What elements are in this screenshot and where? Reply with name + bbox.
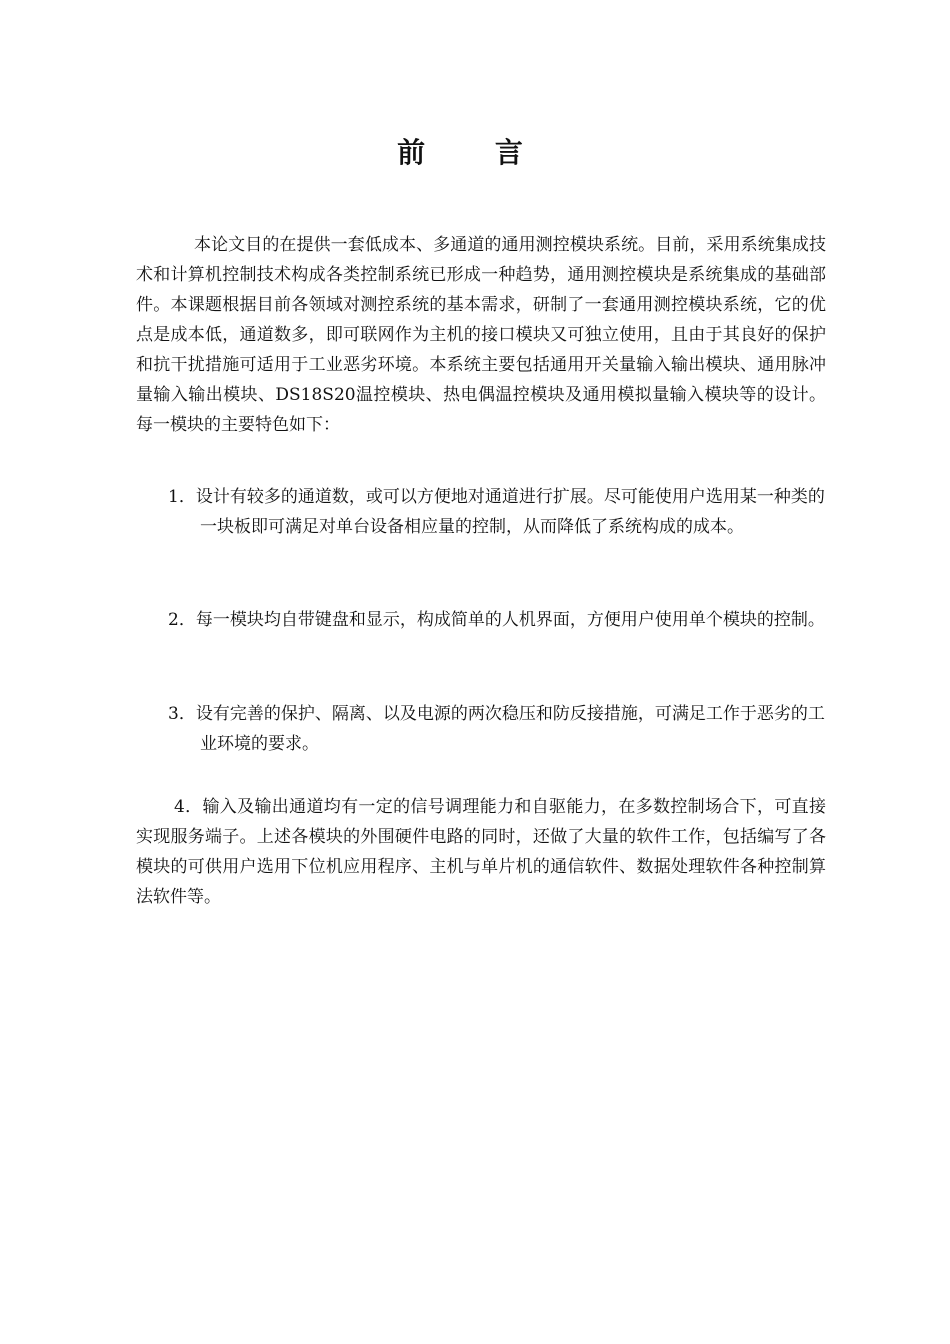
feature-item-1: 1．设计有较多的通道数，或可以方便地对通道进行扩展。尽可能使用户选用某一种类的一块板即可满足对单台设备相应量的控制，从而降低了系统构成的成本。: [168, 487, 825, 537]
intro-paragraph: 本论文目的在提供一套低成本、多通道的通用测控模块系统。目前，采用系统集成技术和计算机控制技术构成各类控制系统已形成一种趋势，通用测控模块是系统集成的基础部件。本课题根据目前各领域对测控系统的基本需求，研制了一套通用测控模块系统，它的优点是成本低，通道数多，即可联网作为主机的接口模块又可独立使用，且由于其良好的保护和抗干扰措施可适用于工业恶劣环境。本系统主要包括通用开关量输入输出模块、通用脉冲量输入输出模块、DS18S20温控模块、热电偶温控模块及通用模拟量输入模块等的设计。每一模块的主要特色如下：: [136, 235, 826, 435]
feature-item-3: 3．设有完善的保护、隔离、以及电源的两次稳压和防反接措施，可满足工作于恶劣的工业环境的要求。: [168, 704, 825, 754]
feature-item-2: 2．每一模块均自带键盘和显示，构成简单的人机界面，方便用户使用单个模块的控制。: [168, 610, 825, 630]
page-title: 前 言: [397, 136, 553, 169]
feature-item-4: 4．输入及输出通道均有一定的信号调理能力和自驱能力，在多数控制场合下，可直接实现服务端子。上述各模块的外围硬件电路的同时，还做了大量的软件工作，包括编写了各模块的可供用户选用下位机应用程序、主机与单片机的通信软件、数据处理软件各种控制算法软件等。: [136, 797, 826, 907]
